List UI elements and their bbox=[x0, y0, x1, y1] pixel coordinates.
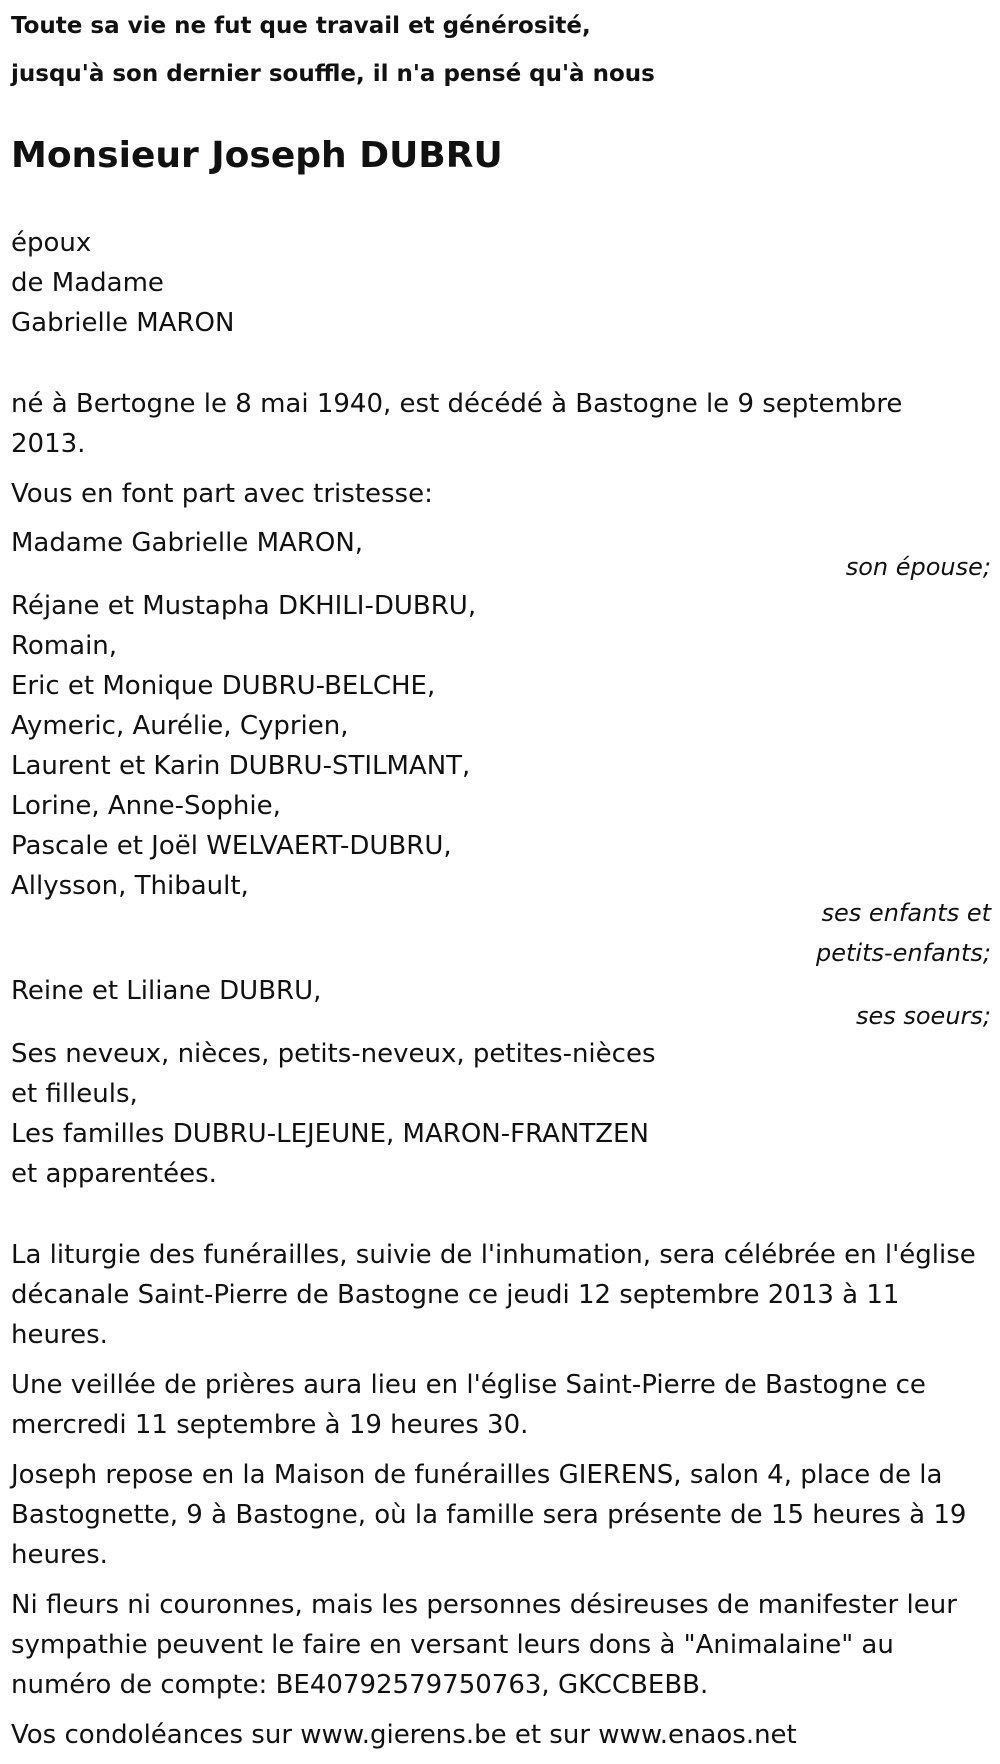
spouse-line-1: époux bbox=[11, 228, 92, 258]
ceremony-repose bbox=[11, 1455, 1000, 1575]
others-line: Les familles DUBRU-LEJEUNE, MARON-FRANTZEN bbox=[11, 1119, 649, 1149]
role-children bbox=[816, 893, 991, 973]
vigil-text: Une veillée de prières aura lieu en l'église Saint-Pierre de Bastogne ce mercredi 11 septembre à 19 heures 30. bbox=[11, 1370, 926, 1440]
child-line: Romain, bbox=[11, 631, 118, 661]
child-line: Eric et Monique DUBRU-BELCHE, bbox=[11, 671, 436, 701]
child-line: Réjane et Mustapha DKHILI-DUBRU, bbox=[11, 591, 477, 621]
child-line: Aymeric, Aurélie, Cyprien, bbox=[11, 711, 349, 741]
epigraph bbox=[11, 2, 1000, 98]
child-line: Lorine, Anne-Sophie, bbox=[11, 791, 281, 821]
role-children-line-2: petits-enfants; bbox=[816, 939, 991, 967]
epigraph-line-2: jusqu'à son dernier souffle, il n'a pensé qu'à nous bbox=[11, 61, 655, 87]
child-line: Allysson, Thibault, bbox=[11, 871, 249, 901]
others-line: Ses neveux, nièces, petits-neveux, petites-nièces bbox=[11, 1039, 656, 1069]
role-sisters: ses soeurs; bbox=[855, 1002, 991, 1030]
role-spouse: son épouse; bbox=[845, 553, 991, 581]
family-others bbox=[11, 1034, 1000, 1194]
birth-death-text bbox=[11, 384, 1000, 464]
role-children-line-1: ses enfants et bbox=[821, 899, 991, 927]
repose-text: Joseph repose en la Maison de funérailles GIERENS, salon 4, place de la Bastognette, 9 à Bastogne, où la famille sera présente de 15 heures à 19 heures. bbox=[11, 1460, 967, 1570]
condolences bbox=[11, 1715, 1000, 1755]
spouse-line-2: de Madame bbox=[11, 268, 164, 298]
ceremony-vigil bbox=[11, 1365, 1000, 1445]
ceremony-flowers bbox=[11, 1585, 1000, 1705]
others-line: et filleuls, bbox=[11, 1079, 138, 1109]
family-children bbox=[11, 586, 1000, 906]
ceremony-liturgy bbox=[11, 1235, 1000, 1355]
others-line: et apparentées. bbox=[11, 1159, 217, 1189]
spouse-line-3: Gabrielle MARON bbox=[11, 308, 235, 338]
liturgy-text: La liturgie des funérailles, suivie de l'inhumation, sera célébrée en l'église décanale Saint-Pierre de Bastogne ce jeudi 12 septembre 2013 à 11 heures. bbox=[11, 1240, 976, 1350]
child-line: Pascale et Joël WELVAERT-DUBRU, bbox=[11, 831, 452, 861]
condolences-text: Vos condoléances sur www.gierens.be et sur www.enaos.net bbox=[11, 1720, 797, 1750]
announcement: Vous en font part avec tristesse: bbox=[11, 479, 433, 509]
birth-death: né à Bertogne le 8 mai 1940, est décédé à Bastogne le 9 septembre 2013. bbox=[11, 389, 903, 459]
family-sisters bbox=[11, 971, 1000, 1011]
flowers-text: Ni fleurs ni couronnes, mais les personnes désireuses de manifester leur sympathie peuvent le faire en versant leurs dons à "Animalaine" au numéro de compte: BE40792579750763, GKCCBEBB. bbox=[11, 1590, 957, 1700]
deceased-name: Monsieur Joseph DUBRU bbox=[11, 135, 503, 176]
child-line: Laurent et Karin DUBRU-STILMANT, bbox=[11, 751, 471, 781]
spouse-info bbox=[11, 223, 1000, 343]
sisters-line: Reine et Liliane DUBRU, bbox=[11, 976, 322, 1006]
family-spouse-line: Madame Gabrielle MARON, bbox=[11, 528, 364, 558]
epigraph-line-1: Toute sa vie ne fut que travail et générosité, bbox=[11, 13, 591, 39]
